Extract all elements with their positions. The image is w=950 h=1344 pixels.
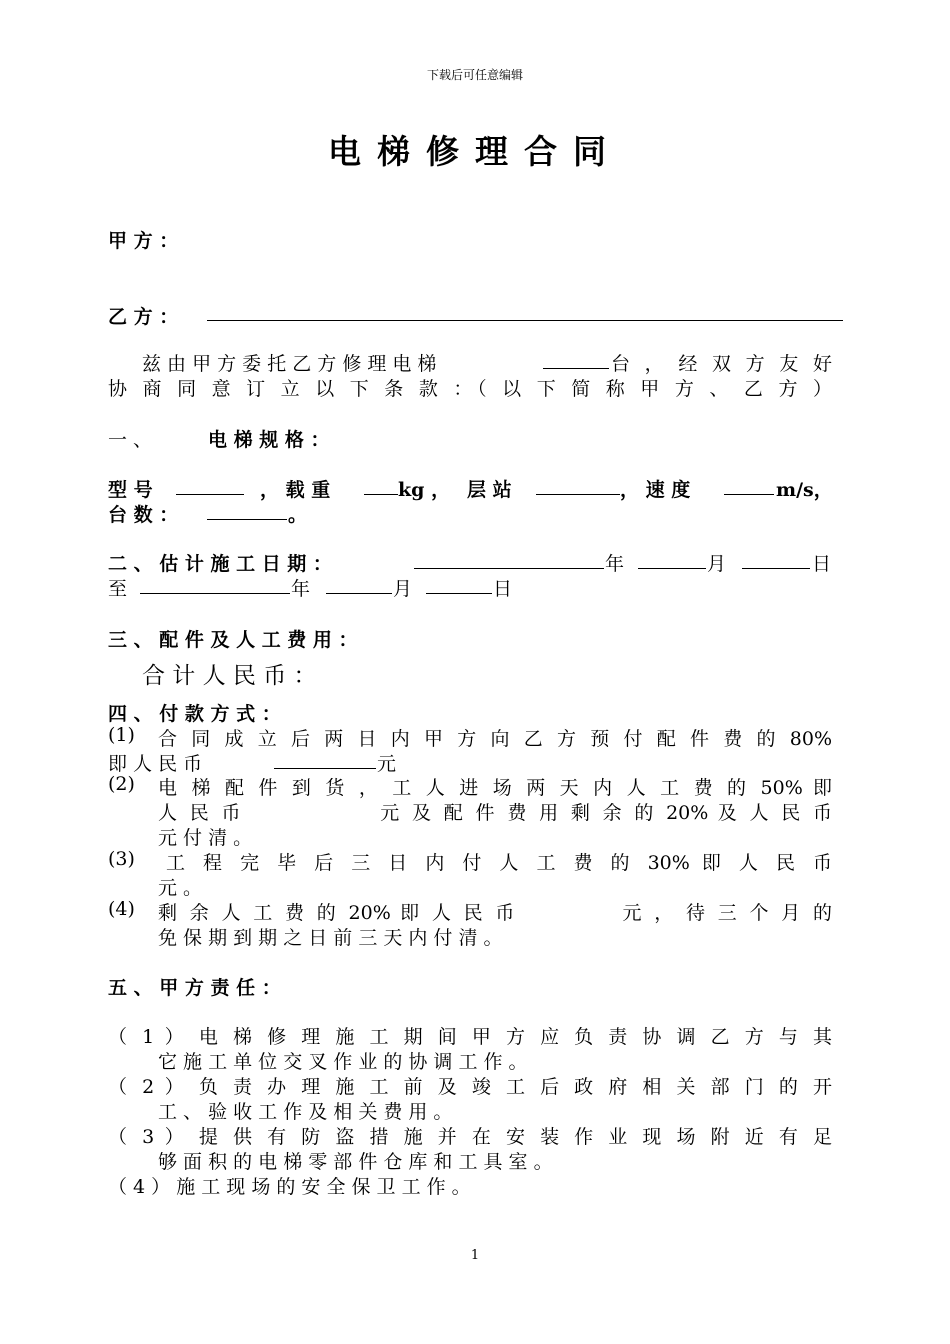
- intro-line1-post: 台 ， 经 双 方 友 好: [611, 353, 832, 375]
- document-title: 电梯修理合同: [328, 132, 622, 171]
- ms-label: m/s，: [776, 479, 833, 501]
- start-month-label: 月: [707, 553, 727, 575]
- payment-item-2-line1: 电 梯 配 件 到 货 ， 工 人 进 场 两 天 内 人 工 费 的 50% 即: [158, 777, 832, 799]
- speed-label: ， 速 度: [620, 479, 691, 501]
- duty-item-3-line2: 够 面 积 的 电 梯 零 部 件 仓 库 和 工 具 室 。: [158, 1151, 553, 1173]
- intro-line2: 协 商 同 意 订 立 以 下 条 款 ：（ 以 下 简 称 甲 方 、 乙 方 ）: [108, 378, 832, 400]
- start-month-blank[interactable]: [638, 549, 706, 569]
- elevator-count-blank[interactable]: [543, 349, 609, 369]
- units-end: 。: [288, 504, 308, 526]
- section4-heading: 四 、 付 款 方 式 ：: [108, 703, 281, 725]
- payment-item-2-number: (2): [108, 773, 135, 795]
- section5-heading: 五 、 甲 方 责 任 ：: [108, 977, 281, 999]
- duty-item-1-line1: （ 1 ） 电 梯 修 理 施 工 期 间 甲 方 应 负 责 协 调 乙 方 与 其: [108, 1026, 832, 1048]
- to-label: 至: [108, 578, 128, 600]
- duty-item-4-line1: （ 4 ） 施 工 现 场 的 安 全 保 卫 工 作 。: [108, 1176, 471, 1198]
- payment-item-3-line2: 元 。: [158, 877, 203, 899]
- section2-heading: 二 、 估 计 施 工 日 期 ：: [108, 553, 332, 575]
- end-month-label: 月: [393, 578, 413, 600]
- header-note: 下载后可任意编辑: [426, 68, 523, 82]
- stops-label: 层 站: [467, 479, 512, 501]
- end-day-label: 日: [493, 578, 513, 600]
- payment-item-3-line1: 工 程 完 毕 后 三 日 内 付 人 工 费 的 30% 即 人 民 币: [166, 852, 832, 874]
- intro-line1-pre: 兹 由 甲 方 委 托 乙 方 修 理 电 梯: [142, 353, 437, 375]
- payment-item-1-number: (1): [108, 724, 135, 746]
- duty-item-2-line1: （ 2 ） 负 责 办 理 施 工 前 及 竣 工 后 政 府 相 关 部 门 的 开: [108, 1076, 832, 1098]
- start-day-label: 日: [812, 553, 832, 575]
- model-blank[interactable]: [176, 475, 244, 495]
- kg-label: kg ，: [398, 479, 451, 501]
- load-label: ， 载 重: [260, 479, 331, 501]
- duty-item-3-line1: （ 3 ） 提 供 有 防 盗 措 施 并 在 安 装 作 业 现 场 附 近 有 足: [108, 1126, 832, 1148]
- end-month-blank[interactable]: [326, 574, 392, 594]
- units-label: 台 数 ：: [108, 504, 179, 526]
- payment-item-4-line1: 剩 余 人 工 费 的 20% 即 人 民 币 元 ， 待 三 个 月 的: [158, 902, 832, 924]
- speed-blank[interactable]: [724, 475, 774, 495]
- start-year-blank[interactable]: [414, 549, 604, 569]
- payment-item-4-line2: 免 保 期 到 期 之 日 前 三 天 内 付 清 。: [158, 927, 503, 949]
- page-number: 1: [470, 1248, 480, 1263]
- total-rmb-label: 合 计 人 民 币 ：: [142, 663, 317, 689]
- payment-item-1-yuan: 元: [377, 753, 397, 775]
- party-b-label: 乙 方 ：: [108, 306, 179, 328]
- payment-item-1-line1: 合 同 成 立 后 两 日 内 甲 方 向 乙 方 预 付 配 件 费 的 80%: [158, 728, 832, 750]
- end-day-blank[interactable]: [426, 574, 492, 594]
- units-blank[interactable]: [207, 500, 287, 520]
- section1-number: 一 、: [108, 429, 153, 451]
- section3-heading: 三 、 配 件 及 人 工 费 用 ：: [108, 629, 358, 651]
- section1-heading: 电 梯 规 格 ：: [208, 429, 330, 451]
- duty-item-1-line2: 它 施 工 单 位 交 叉 作 业 的 协 调 工 作 。: [158, 1051, 528, 1073]
- start-year-label: 年: [605, 553, 625, 575]
- party-b-blank[interactable]: [207, 320, 843, 321]
- end-year-blank[interactable]: [140, 574, 290, 594]
- payment-item-1-line2: 即 人 民 币: [108, 753, 203, 775]
- end-year-label: 年: [291, 578, 311, 600]
- payment-item-4-number: (4): [108, 898, 135, 920]
- payment-item-1-blank[interactable]: [274, 749, 376, 769]
- load-blank[interactable]: [364, 475, 398, 495]
- payment-item-3-number: (3): [108, 848, 135, 870]
- payment-item-2-line2: 人 民 币 元 及 配 件 费 用 剩 余 的 20% 及 人 民 币: [158, 802, 832, 824]
- payment-item-2-line3: 元 付 清 。: [158, 827, 253, 849]
- party-a-label: 甲 方 ：: [108, 230, 179, 252]
- duty-item-2-line2: 工 、 验 收 工 作 及 相 关 费 用 。: [158, 1101, 453, 1123]
- start-day-blank[interactable]: [742, 549, 810, 569]
- model-label: 型 号: [108, 479, 153, 501]
- stops-blank[interactable]: [536, 475, 620, 495]
